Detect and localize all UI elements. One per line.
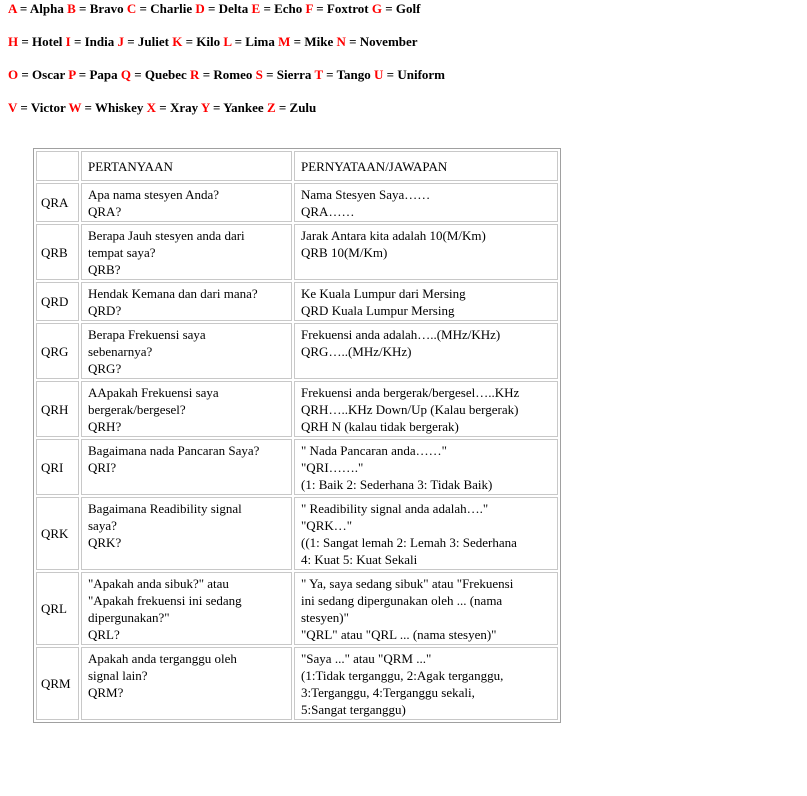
table-row [36,282,558,321]
answer-line: "Saya ..." atau "QRM ..." [301,651,432,666]
question-cell [81,224,292,280]
alphabet-word: Sierra [276,67,312,82]
answer-cell [294,224,558,280]
question-line: QRB? [88,262,121,277]
question-cell [81,572,292,645]
question-line: QRI? [88,460,117,475]
alphabet-letter: E [251,1,261,16]
question-cell [81,183,292,222]
alphabet-word: Xray [169,100,199,115]
question-line: Bagaimana Readibility signal [88,501,242,516]
alphabet-letter: B [67,1,76,16]
answer-cell [294,572,558,645]
answer-cell [294,647,558,720]
alphabet-letter: Q [120,67,131,82]
question-line: QRM? [88,685,124,700]
table-row [36,439,558,495]
answer-line: QRG…..(MHz/KHz) [301,344,412,359]
alphabet-letter: U [374,67,384,82]
table-row [36,323,558,379]
answer-line: QRH N (kalau tidak bergerak) [301,419,459,434]
alphabet-word: Whiskey [94,100,144,115]
question-line: QRG? [88,361,122,376]
q-code: QRB [36,224,79,280]
alphabet-word: Kilo [196,34,221,49]
alphabet-line: O = Oscar P = Papa Q = Quebec R = Romeo S = Sierra T = Tango U = Uniform [8,67,446,82]
alphabet-letter: F [305,1,313,16]
question-line: tempat saya? [88,245,156,260]
answer-line: 4: Kuat 5: Kuat Sekali [301,552,418,567]
alphabet-letter: D [195,1,205,16]
alphabet-word: Foxtrot [326,1,369,16]
answer-cell [294,439,558,495]
question-line: Hendak Kemana dan dari mana? [88,286,258,301]
q-code: QRG [36,323,79,379]
alphabet-word: Bravo [89,1,124,16]
question-line: Berapa Jauh stesyen anda dari [88,228,245,243]
alphabet-letter: J [117,34,124,49]
alphabet-word: November [359,34,418,49]
alphabet-letter: Y [200,100,210,115]
question-cell [81,647,292,720]
answer-line: Ke Kuala Lumpur dari Mersing [301,286,466,301]
alphabet-letter: K [172,34,183,49]
question-line: Apakah anda terganggu oleh [88,651,237,666]
answer-line: Frekuensi anda bergerak/bergesel…..KHz [301,385,520,400]
table-row [36,183,558,222]
table-row [36,572,558,645]
question-line: bergerak/bergesel? [88,402,186,417]
alphabet-letter: O [8,67,19,82]
question-cell [81,497,292,570]
alphabet-line: H = Hotel I = India J = Juliet K = Kilo L = Lima M = Mike N = November [8,34,418,49]
alphabet-word: Alpha [29,1,64,16]
answer-line: stesyen)" [301,610,349,625]
question-cell [81,439,292,495]
answer-line: Nama Stesyen Saya…… [301,187,431,202]
alphabet-letter: A [8,1,17,16]
alphabet-word: Delta [218,1,249,16]
alphabet-word: Mike [304,34,334,49]
answer-line: QRH…..KHz Down/Up (Kalau bergerak) [301,402,519,417]
alphabet-word: Juliet [137,34,169,49]
alphabet-line: A = Alpha B = Bravo C = Charlie D = Delta E = Echo F = Foxtrot G = Golf [8,1,421,16]
q-code: QRM [36,647,79,720]
answer-line: " Nada Pancaran anda……" [301,443,447,458]
q-code: QRL [36,572,79,645]
answer-line: Frekuensi anda adalah…..(MHz/KHz) [301,327,501,342]
alphabet-word: Uniform [397,67,446,82]
question-line: Berapa Frekuensi saya [88,327,206,342]
answer-line: " Ya, saya sedang sibuk" atau "Frekuensi [301,576,514,591]
answer-line: "QRK…" [301,518,353,533]
question-line: Apa nama stesyen Anda? [88,187,220,202]
answer-cell [294,323,558,379]
q-code: QRA [36,183,79,222]
answer-line: QRA…… [301,204,355,219]
answer-cell [294,183,558,222]
alphabet-letter: L [223,34,232,49]
header-question: PERTANYAAN [81,151,292,181]
alphabet-word: Papa [89,67,118,82]
answer-line: ((1: Sangat lemah 2: Lemah 3: Sederhana [301,535,517,550]
alphabet-word: Quebec [144,67,187,82]
table-row [36,381,558,437]
answer-line: "QRI……." [301,460,364,475]
alphabet-letter: I [65,34,71,49]
question-line: AApakah Frekuensi saya [88,385,219,400]
table-row [36,647,558,720]
question-line: "Apakah anda sibuk?" atau [88,576,229,591]
alphabet-word: Victor [30,100,66,115]
answer-line: Jarak Antara kita adalah 10(M/Km) [301,228,486,243]
alphabet-letter: T [314,67,323,82]
question-line: QRH? [88,419,122,434]
question-line: QRD? [88,303,122,318]
question-line: QRA? [88,204,122,219]
answer-line: " Readibility signal anda adalah…." [301,501,489,516]
answer-cell [294,282,558,321]
alphabet-letter: C [126,1,137,16]
question-cell [81,282,292,321]
alphabet-letter: V [8,100,18,115]
question-cell [81,323,292,379]
question-line: saya? [88,518,117,533]
answer-cell [294,497,558,570]
alphabet-word: Yankee [223,100,264,115]
alphabet-letter: R [190,67,200,82]
alphabet-letter: N [336,34,346,49]
answer-line: QRD Kuala Lumpur Mersing [301,303,455,318]
alphabet-word: Tango [336,67,371,82]
q-code: QRK [36,497,79,570]
alphabet-letter: W [68,100,82,115]
q-code: QRH [36,381,79,437]
question-line: signal lain? [88,668,148,683]
q-code-table [33,148,561,723]
answer-line: "QRL" atau "QRL ... (nama stesyen)" [301,627,497,642]
q-code: QRI [36,439,79,495]
table-row [36,497,558,570]
alphabet-letter: X [146,100,157,115]
answer-line: (1: Baik 2: Sederhana 3: Tidak Baik) [301,477,493,492]
question-line: Bagaimana nada Pancaran Saya? [88,443,260,458]
alphabet-letter: H [8,34,19,49]
answer-line: (1:Tidak terganggu, 2:Agak terganggu, [301,668,504,683]
alphabet-word: Echo [274,1,303,16]
header-code [36,151,79,181]
question-cell [81,381,292,437]
alphabet-letter: Z [266,100,276,115]
alphabet-letter: G [371,1,382,16]
alphabet-line: V = Victor W = Whiskey X = Xray Y = Yankee Z = Zulu [8,100,317,115]
question-line: sebenarnya? [88,344,153,359]
alphabet-word: India [84,34,115,49]
q-code: QRD [36,282,79,321]
table-row [36,224,558,280]
question-line: dipergunakan?" [88,610,170,625]
answer-line: 3:Terganggu, 4:Terganggu sekali, [301,685,475,700]
alphabet-word: Oscar [32,67,66,82]
answer-line: QRB 10(M/Km) [301,245,388,260]
alphabet-letter: M [278,34,291,49]
question-line: QRK? [88,535,122,550]
alphabet-word: Romeo [213,67,253,82]
answer-line: ini sedang dipergunakan oleh ... (nama [301,593,503,608]
table-header-row [36,151,558,181]
header-answer: PERNYATAAN/JAWAPAN [294,151,558,181]
alphabet-word: Zulu [289,100,317,115]
question-line: QRL? [88,627,120,642]
answer-line: 5:Sangat terganggu) [301,702,406,717]
answer-cell [294,381,558,437]
question-line: "Apakah frekuensi ini sedang [88,593,242,608]
alphabet-letter: S [255,67,263,82]
alphabet-word: Hotel [32,34,63,49]
alphabet-word: Charlie [150,1,193,16]
alphabet-word: Golf [395,1,421,16]
alphabet-letter: P [68,67,76,82]
alphabet-word: Lima [245,34,275,49]
